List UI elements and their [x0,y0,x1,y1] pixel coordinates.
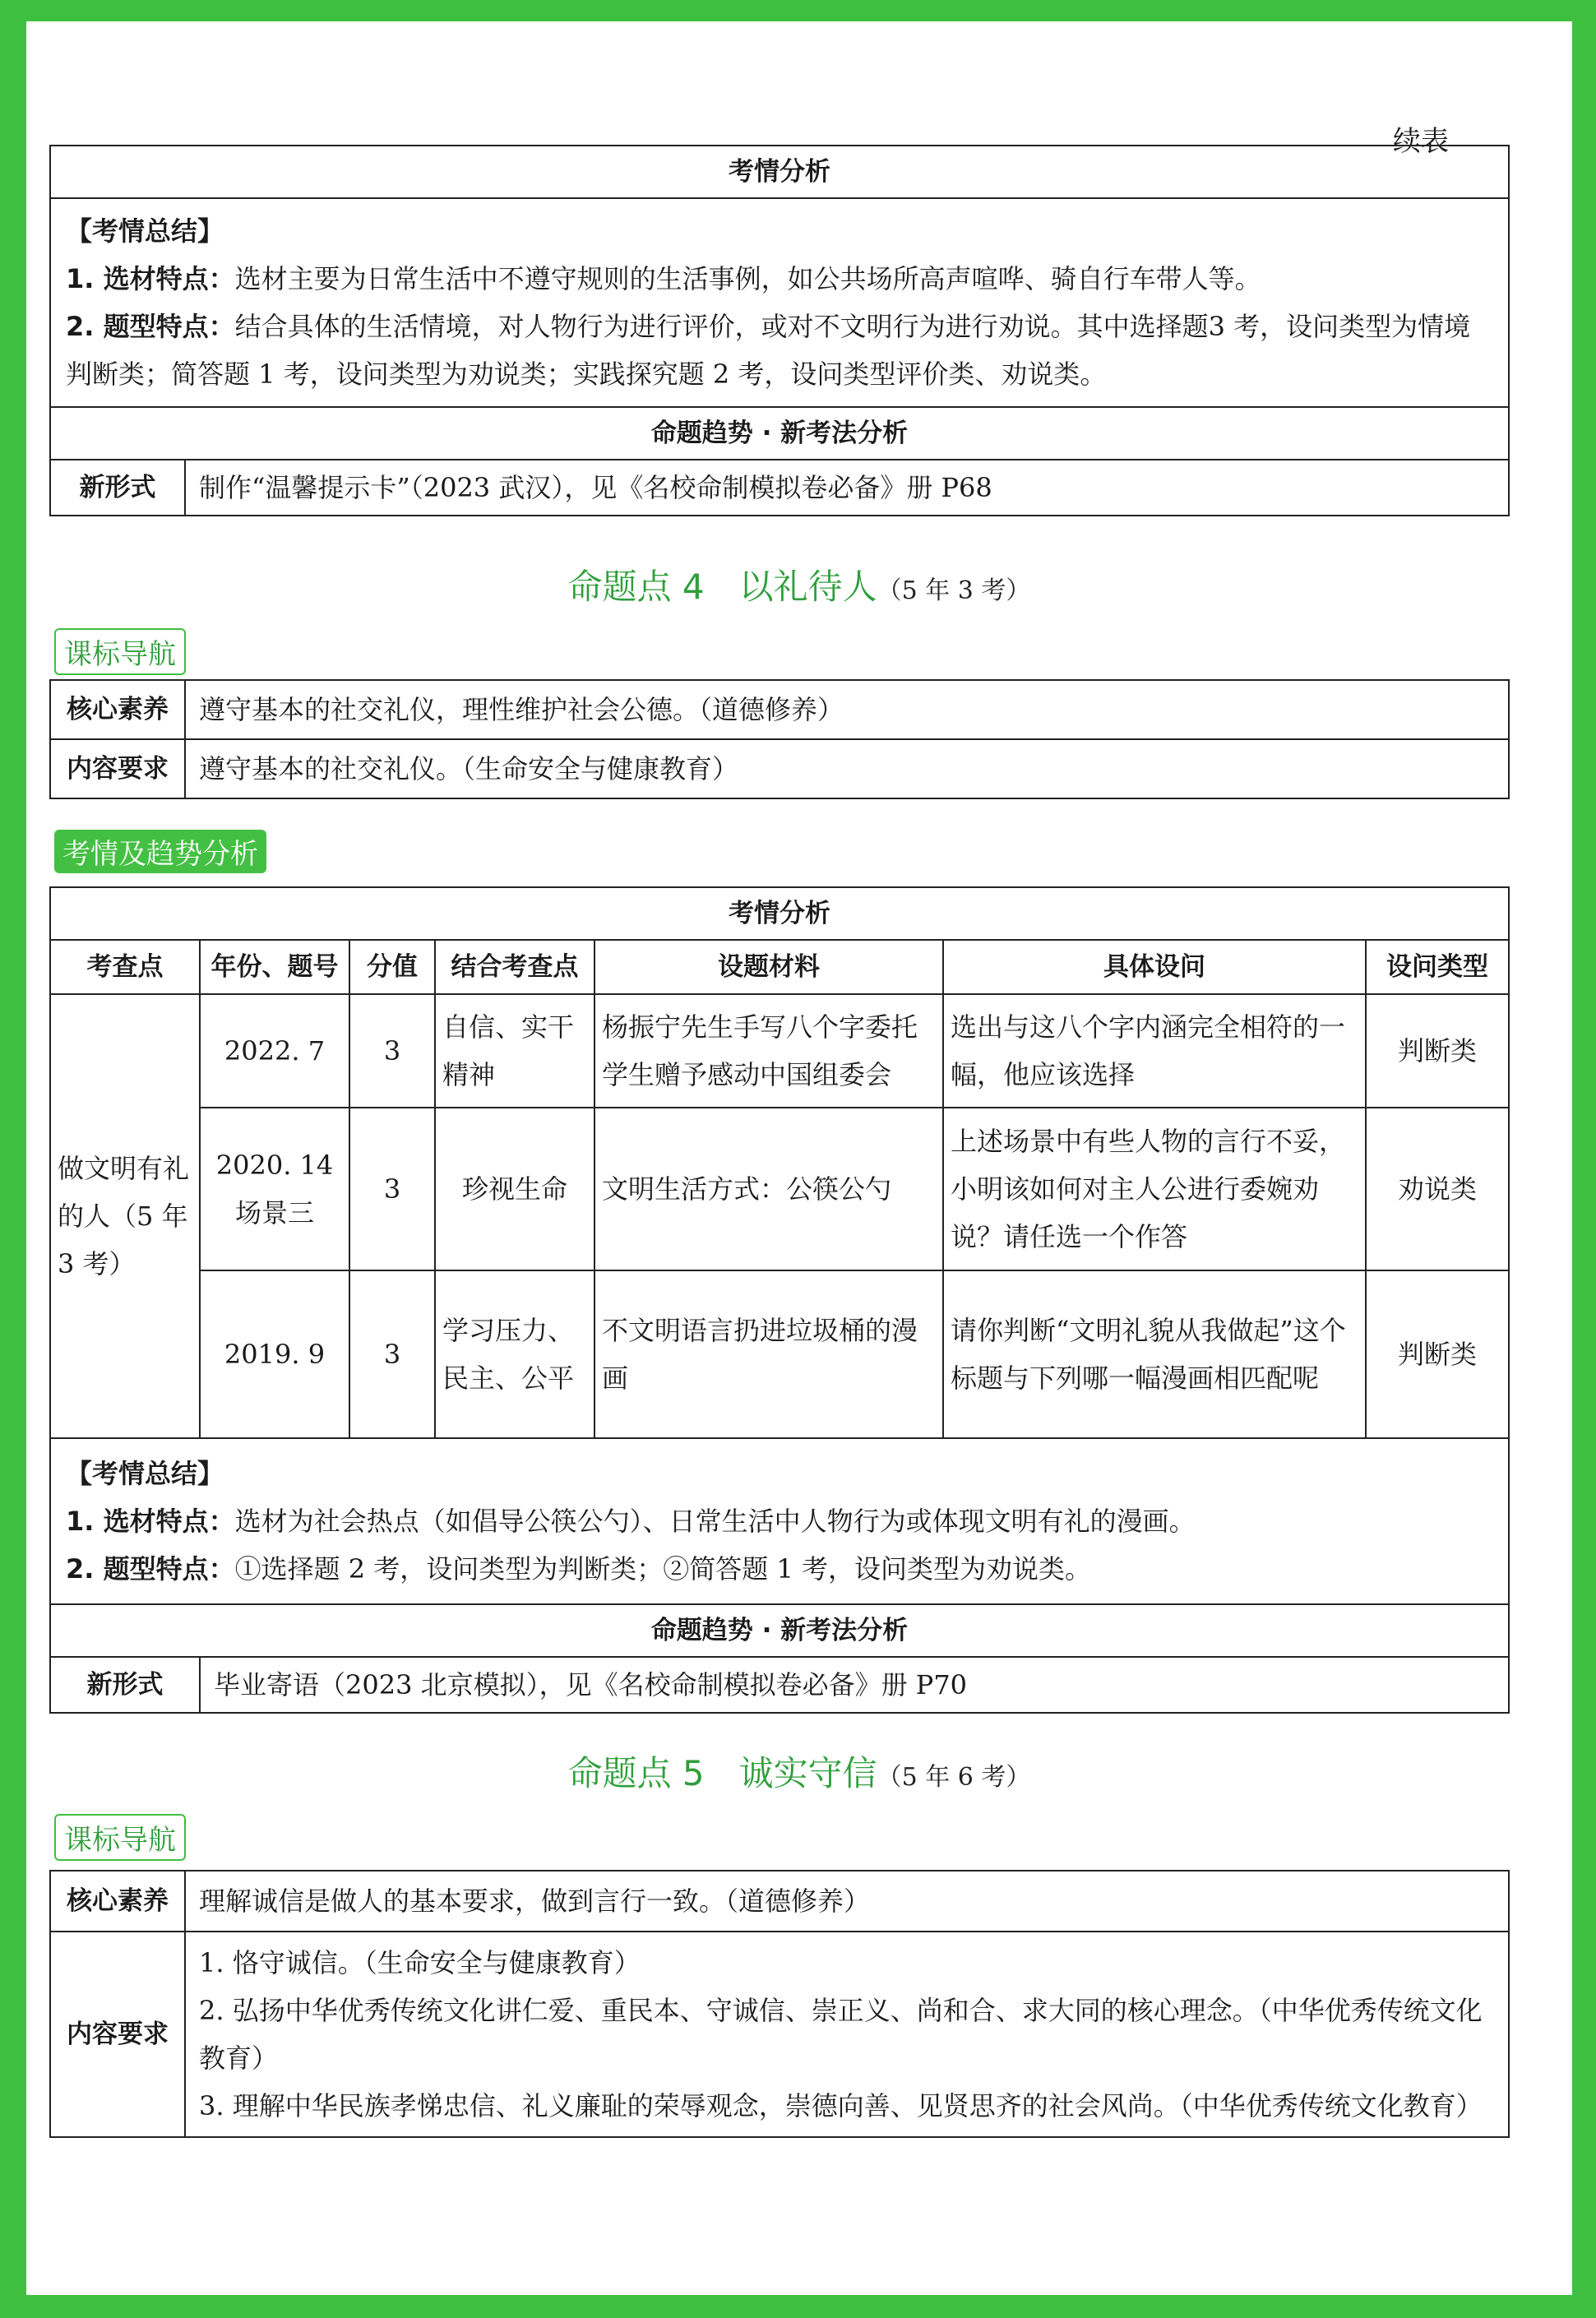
topic-4-title: 命题点 4 以礼待人（5 年 3 考） [567,567,1031,607]
table-header: 考情分析 [50,887,1509,940]
core-text: 理解诚信是做人的基本要求，做到言行一致。（道德修养） [185,1871,1509,1932]
table-header: 考情分析 [50,146,1509,198]
exam-analysis-table-1 [49,145,1510,516]
col-type: 设问类型 [1366,940,1509,994]
new-form-text: 毕业寄语（2023 北京模拟），见《名校命制模拟卷必备》册 P70 [200,1657,1509,1713]
score-cell: 3 [349,1108,435,1270]
content-text: 遵守基本的社交礼仪。（生命安全与健康教育） [185,739,1509,798]
core-label: 核心素养 [50,1871,185,1932]
table-row [50,994,1509,1108]
exam-point: 做文明有礼的人（5 年 3 考） [50,994,200,1438]
curriculum-tag: 课标导航 [54,1814,186,1861]
question-cell: 选出与这八个字内涵完全相符的一幅，他应该选择 [943,994,1366,1108]
core-label: 核心素养 [50,680,185,739]
year-cell: 2019. 9 [200,1270,349,1438]
new-form-text: 制作“温馨提示卡”（2023 武汉），见《名校命制模拟卷必备》册 P68 [185,460,1509,516]
combo-cell: 学习压力、民主、公平 [435,1270,594,1438]
trend-header: 命题趋势 · 新考法分析 [50,407,1509,460]
continued-label: 续表 [1393,125,1449,158]
curriculum-table-4 [49,679,1510,799]
page [26,21,1572,2295]
material-cell: 不文明语言扔进垃圾桶的漫画 [594,1270,943,1438]
score-cell: 3 [349,1270,435,1438]
score-cell: 3 [349,994,435,1108]
col-point: 考查点 [50,940,200,994]
curriculum-table-5 [49,1870,1510,2138]
content-items [185,1932,1509,2137]
summary-point-2: 2. 题型特点：结合具体的生活情境，对人物行为进行评价，或对不文明行为进行劝说。其中选择题3 考，设问类型为情境判断类；简答题 1 考，设问类型为劝说类；实践探究题 2 考，设问类型评价类、劝说类。 [66,311,1471,390]
content-item: 2. 弘扬中华优秀传统文化讲仁爱、重民本、守诚信、崇正义、尚和合、求大同的核心理念。（中华优秀传统文化教育） [199,1995,1483,2074]
question-cell: 请你判断“文明礼貌从我做起”这个标题与下列哪一幅漫画相匹配呢 [943,1270,1366,1438]
question-cell: 上述场景中有些人物的言行不妥，小明该如何对主人公进行委婉劝说？请任选一个作答 [943,1108,1366,1270]
exam-summary [50,1438,1509,1604]
material-cell: 文明生活方式：公筷公勺 [594,1108,943,1270]
exam-analysis-table-2 [49,886,1510,1714]
col-year: 年份、题号 [200,940,349,994]
curriculum-tag: 课标导航 [54,628,186,675]
trend-header: 命题趋势 · 新考法分析 [50,1604,1509,1657]
year-cell: 2022. 7 [200,994,349,1108]
col-score: 分值 [349,940,435,994]
analysis-tag: 考情及趋势分析 [54,830,266,873]
table-row [50,1108,1509,1270]
exam-summary [50,198,1509,407]
type-cell: 劝说类 [1366,1108,1509,1270]
year-cell: 2020. 14 场景三 [200,1108,349,1270]
summary-title: 【考情总结】 [66,1458,224,1489]
col-question: 具体设问 [943,940,1366,994]
summary-point-2: 2. 题型特点：①选择题 2 考，设问类型为判断类；②简答题 1 考，设问类型为劝说类。 [66,1553,1091,1585]
combo-cell: 自信、实干精神 [435,994,594,1108]
summary-title: 【考情总结】 [66,215,224,247]
col-combo: 结合考查点 [435,940,594,994]
content-item: 1. 恪守诚信。（生命安全与健康教育） [199,1947,641,1978]
type-cell: 判断类 [1366,994,1509,1108]
new-form-label: 新形式 [50,1657,200,1713]
new-form-label: 新形式 [50,460,185,516]
content-label: 内容要求 [50,739,185,798]
summary-point-1: 1. 选材特点：选材为社会热点（如倡导公筷公勺）、日常生活中人物行为或体现文明有礼的漫画。 [66,1506,1196,1537]
summary-point-1: 1. 选材特点：选材主要为日常生活中不遵守规则的生活事例，如公共场所高声喧哗、骑自行车带人等。 [66,263,1261,294]
topic-5-title: 命题点 5 诚实守信（5 年 6 考） [567,1753,1031,1793]
core-text: 遵守基本的社交礼仪，理性维护社会公德。（道德修养） [185,680,1509,739]
col-material: 设题材料 [594,940,943,994]
content-item: 3. 理解中华民族孝悌忠信、礼义廉耻的荣辱观念，崇德向善、见贤思齐的社会风尚。（中华优秀传统文化教育） [199,2090,1483,2121]
table-row [50,1270,1509,1438]
material-cell: 杨振宁先生手写八个字委托学生赠予感动中国组委会 [594,994,943,1108]
combo-cell: 珍视生命 [435,1108,594,1270]
type-cell: 判断类 [1366,1270,1509,1438]
content-label: 内容要求 [50,1932,185,2137]
